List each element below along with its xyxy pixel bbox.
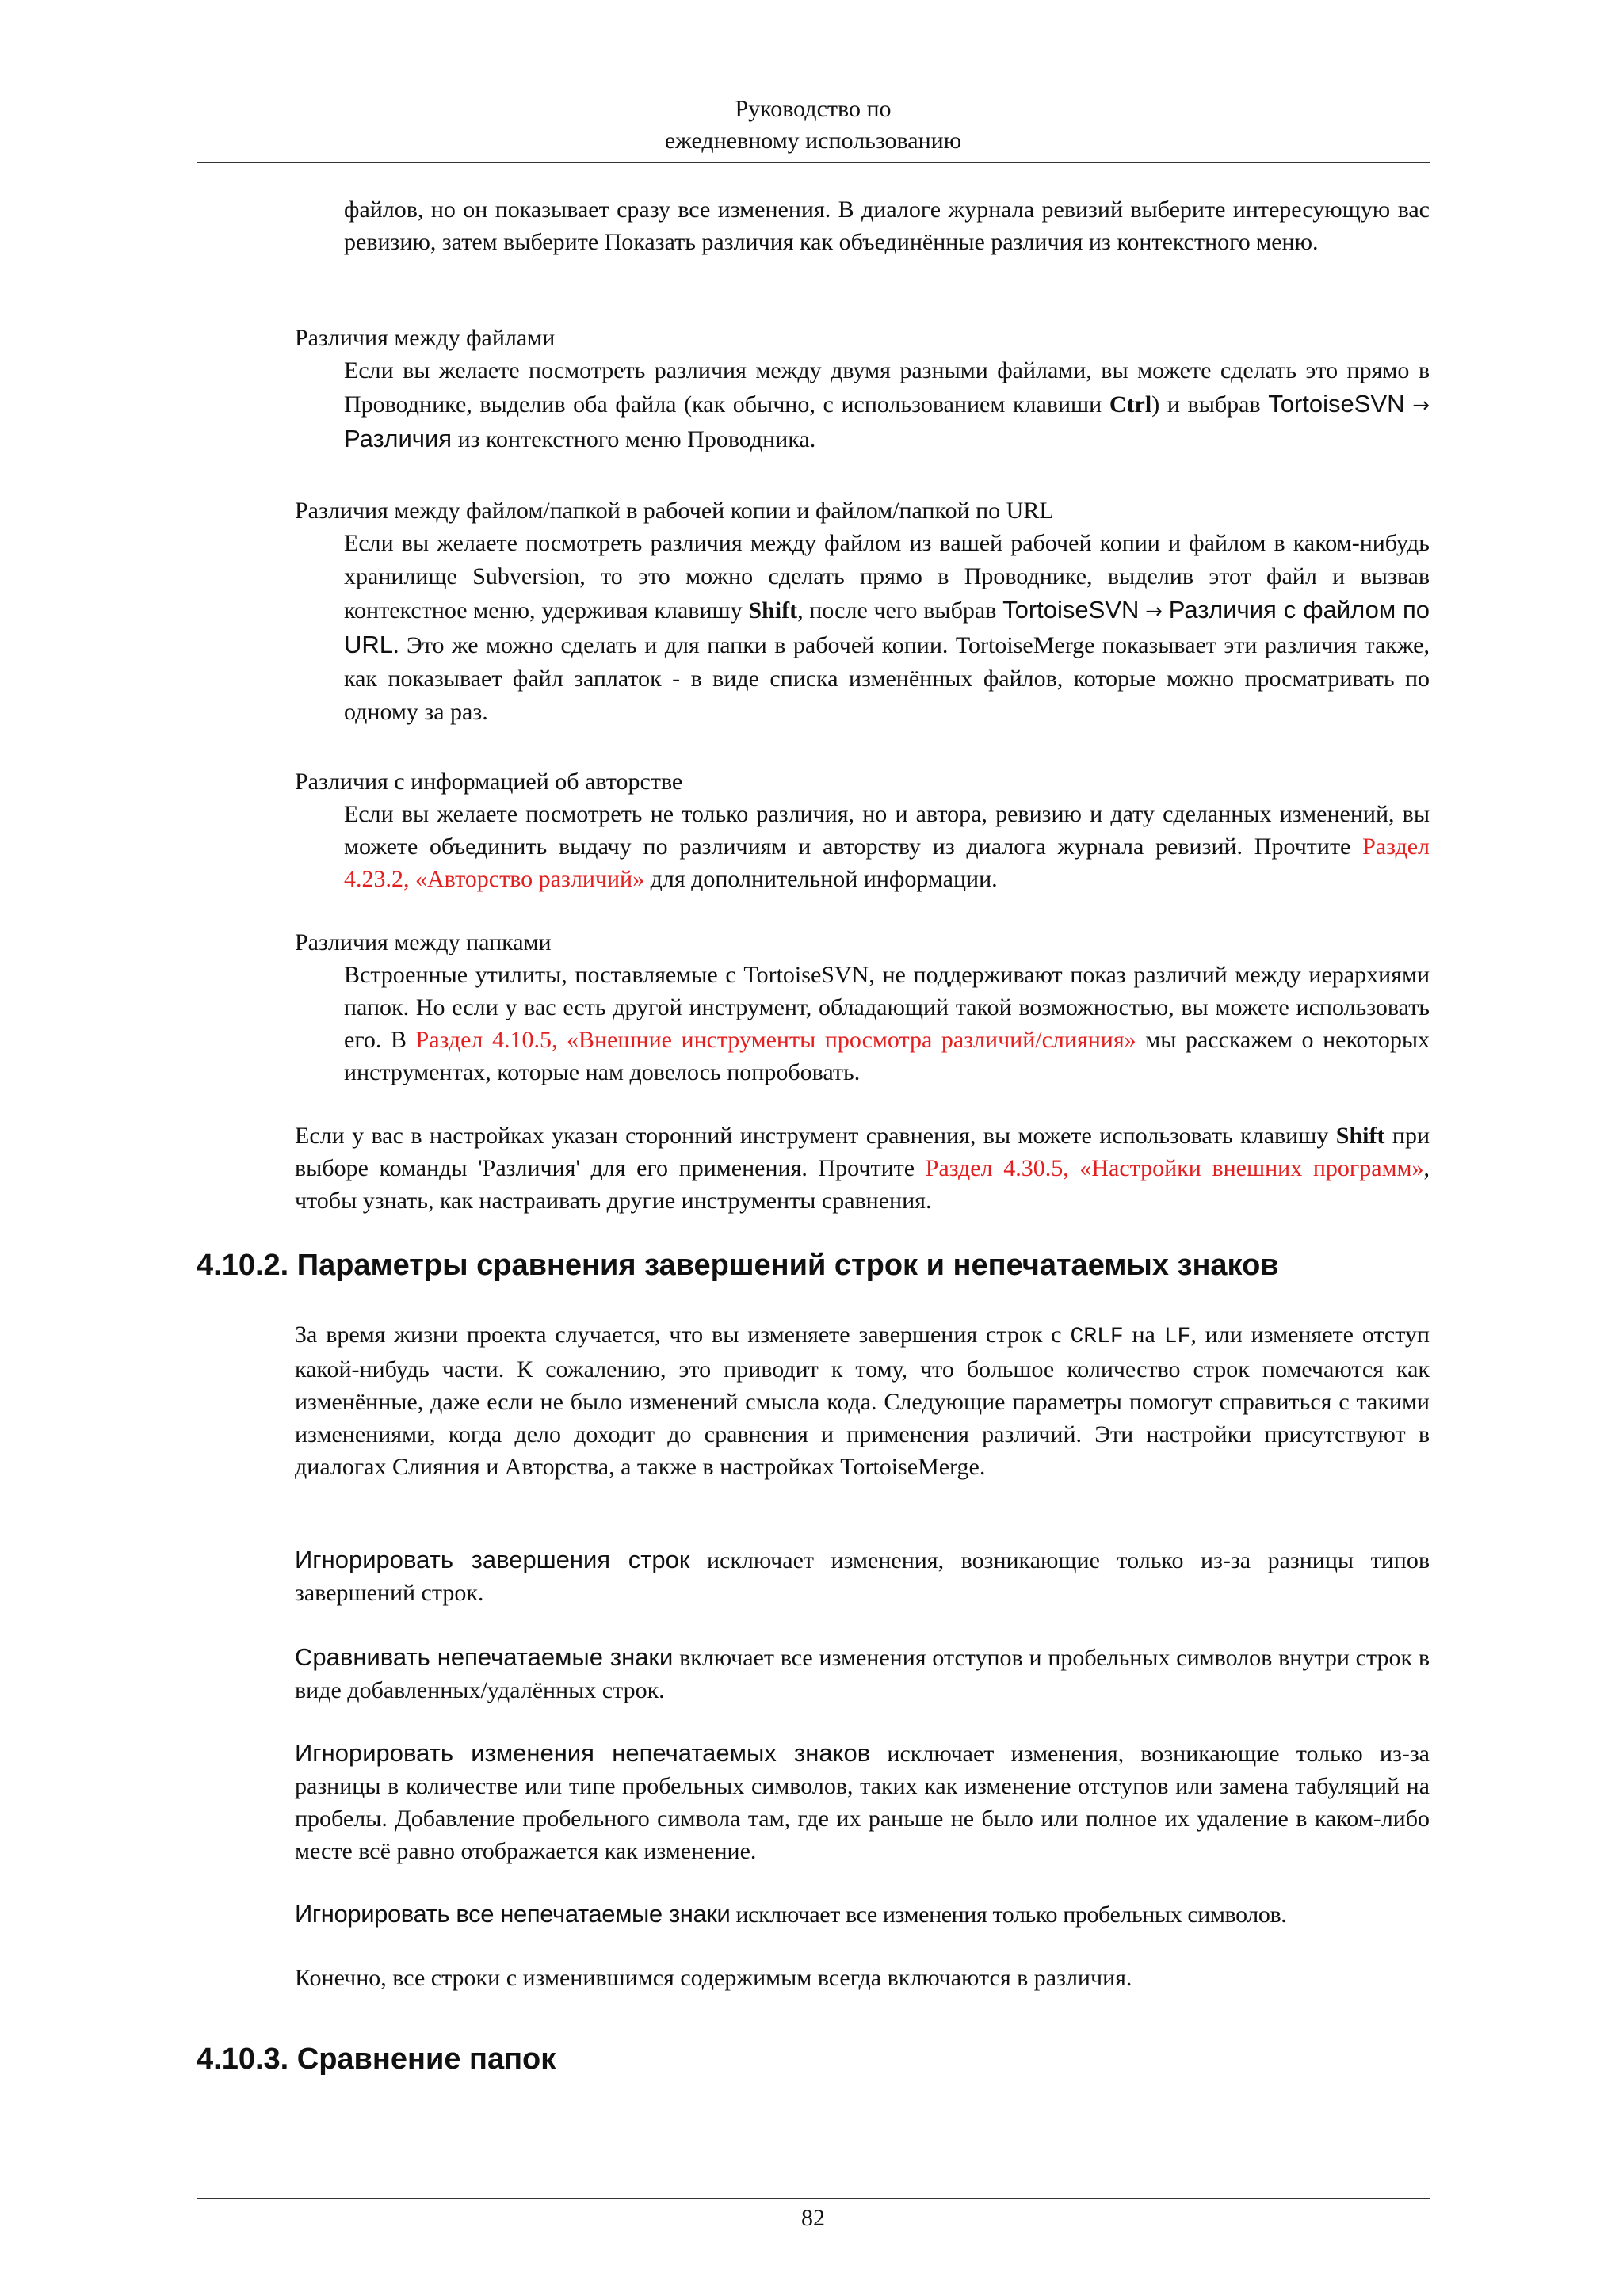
- menu-tortoisesvn: TortoiseSVN: [1268, 390, 1405, 418]
- menu-tortoisesvn: TortoiseSVN: [1002, 596, 1140, 624]
- key-ctrl: Ctrl: [1109, 391, 1152, 418]
- key-shift: Shift: [1335, 1123, 1385, 1149]
- option-ignore-all-whitespace-label: Игнорировать все непечатаемые знаки: [295, 1900, 731, 1928]
- desc-diff-url: Если вы желаете посмотреть различия между файлом из вашей рабочей копии и файлом в каком-нибудь хранилище Subversion, то это можно сделать прямо в Проводнике, выделив этот файл и вызвав контекстное меню, удерживая клавишу Shift, после чего выбрав TortoiseSVN → Различия с файлом по URL. Это же можно сделать и для папки в рабочей копии. TortoiseMerge показывает эти различия также, как показывает файл заплаток - в виде списка изменённых файлов, которые можно просматривать по одному за раз.: [344, 530, 1430, 725]
- key-shift: Shift: [748, 597, 798, 624]
- header-line-2: ежедневному использованию: [664, 128, 962, 154]
- menu-diff: Различия: [344, 425, 453, 452]
- link-external-tools[interactable]: Раздел 4.10.5, «Внешние инструменты просмотра различий/слияния»: [415, 1027, 1136, 1053]
- desc-diff-files: Если вы желаете посмотреть различия между двумя разными файлами, вы можете сделать это прямо в Проводнике, выделив оба файла (как обычно, с использованием клавиши Ctrl) и выбрав TortoiseSVN → Различия из контекстного меню Проводника.: [344, 357, 1430, 452]
- external-tool-paragraph: Если у вас в настройках указан сторонний инструмент сравнения, вы можете использовать клавишу Shift при выборе команды 'Различия' для его применения. Прочтите Раздел 4.30.5, «Настройки внешних программ», чтобы узнать, как настраивать другие инструменты сравнения.: [295, 1123, 1430, 1214]
- option-compare-whitespace: Сравнивать непечатаемые знаки включает все изменения отступов и пробельных символов внутри строк в виде добавленных/удалённых строк.: [295, 1643, 1430, 1703]
- link-blame-diffs[interactable]: Раздел 4.23.2, «Авторство различий»: [344, 833, 1430, 892]
- option-compare-whitespace-label: Сравнивать непечатаемые знаки: [295, 1643, 674, 1671]
- section-heading-4-10-3: 4.10.3. Сравнение папок: [197, 2042, 556, 2076]
- arrow-icon: →: [1145, 600, 1163, 624]
- section2-final-note: Конечно, все строки с изменившимся содержимым всегда включаются в различия.: [295, 1965, 1132, 1991]
- menu-diff-with-url: Различия с файлом по URL: [344, 596, 1430, 658]
- term-diff-files: Различия между файлами: [295, 325, 556, 351]
- header-rule: [197, 162, 1430, 163]
- option-ignore-eol-label: Игнорировать завершения строк: [295, 1546, 690, 1573]
- option-ignore-whitespace-changes-label: Игнорировать изменения непечатаемых знаков: [295, 1739, 871, 1767]
- option-ignore-whitespace-changes: Игнорировать изменения непечатаемых знаков исключает изменения, возникающие только из-за разницы в количестве или типе пробельных символов, таких как изменение отступов или замена табуляций на пробелы. Добавление пробельного символа там, где их раньше не было или полное их удаление в каком-либо месте всё равно отображается как изменение.: [295, 1739, 1430, 1864]
- option-ignore-eol: Игнорировать завершения строк исключает изменения, возникающие только из-за разницы типов завершений строк.: [295, 1546, 1430, 1606]
- desc-diff-folders: Встроенные утилиты, поставляемые с TortoiseSVN, не поддерживают показ различий между иерархиями папок. Но если у вас есть другой инструмент, обладающий такой возможностью, вы можете использовать его. В Раздел 4.10.5, «Внешние инструменты просмотра различий/слияния» мы расскажем о некоторых инструментах, которые нам довелось попробовать.: [344, 962, 1430, 1085]
- term-diff-folders: Различия между папками: [295, 929, 552, 955]
- section2-intro: За время жизни проекта случается, что вы изменяете завершения строк с CRLF на LF, или изменяете отступ какой-нибудь части. К сожалению, это приводит к тому, что большое количество строк помечаются как изменённые, даже если не было изменений смысла кода. Следующие параметры помогут справиться с такими изменениями, когда дело доходит до сравнения и применения различий. Эти настройки присутствуют в диалогах Слияния и Авторства, а также в настройках TortoiseMerge.: [295, 1322, 1430, 1480]
- arrow-icon: →: [1412, 394, 1430, 418]
- code-lf: LF: [1163, 1325, 1191, 1349]
- desc-diff-blame: Если вы желаете посмотреть не только различия, но и автора, ревизию и дату сделанных изменений, вы можете объединить выдачу по различиям и авторству из диалога журнала ревизий. Прочтите Раздел 4.23.2, «Авторство различий» для дополнительной информации.: [344, 801, 1430, 892]
- option-ignore-all-whitespace: Игнорировать все непечатаемые знаки исключает все изменения только пробельных символов.: [295, 1900, 1287, 1928]
- page-number: 82: [801, 2205, 825, 2231]
- section-heading-4-10-2: 4.10.2. Параметры сравнения завершений строк и непечатаемых знаков: [197, 1249, 1279, 1282]
- intro-continuation: файлов, но он показывает сразу все изменения. В диалоге журнала ревизий выберите интересующую вас ревизию, затем выберите Показать различия как объединённые различия из контекстного меню.: [344, 196, 1430, 255]
- term-diff-url: Различия между файлом/папкой в рабочей копии и файлом/папкой по URL: [295, 498, 1054, 524]
- term-diff-blame: Различия с информацией об авторстве: [295, 769, 683, 795]
- header-line-1: Руководство по: [735, 96, 892, 122]
- code-crlf: CRLF: [1070, 1325, 1124, 1349]
- footer-rule: [197, 2198, 1430, 2199]
- link-external-programs[interactable]: Раздел 4.30.5, «Настройки внешних программ»: [925, 1155, 1424, 1181]
- running-header: [197, 93, 1430, 157]
